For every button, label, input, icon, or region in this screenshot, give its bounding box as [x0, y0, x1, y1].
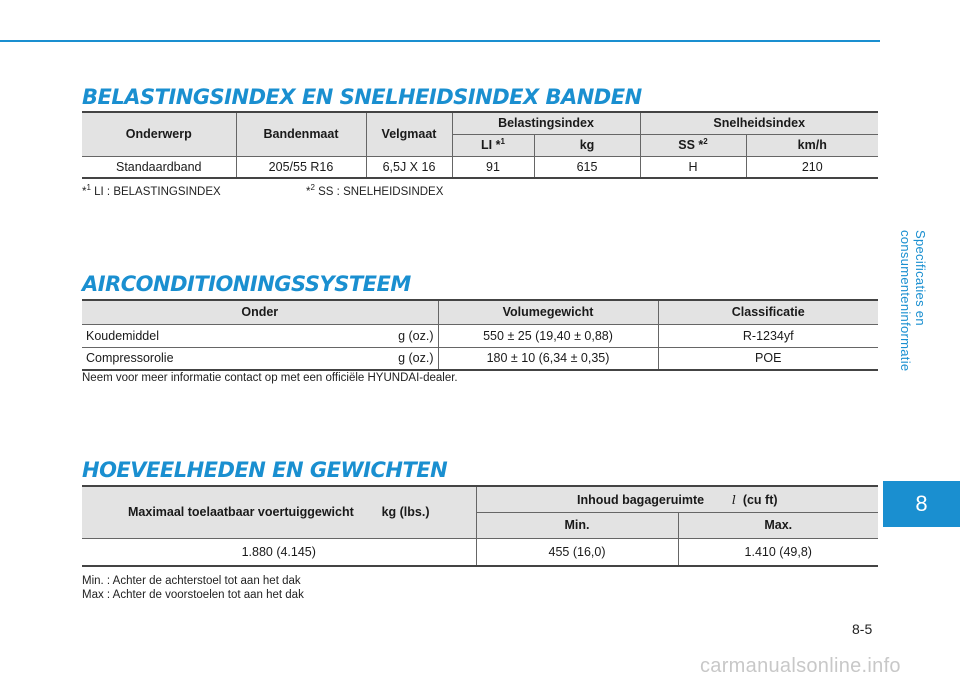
header-rim-size: Velgmaat — [366, 112, 452, 156]
cell-item: Koudemiddel g (oz.) — [82, 324, 438, 347]
cell-kmh: 210 — [746, 156, 878, 178]
table-row — [82, 324, 878, 347]
weights-section-title: HOEVEELHEDEN EN GEWICHTEN — [82, 458, 448, 482]
cell-max-weight: 1.880 (4.145) — [82, 538, 476, 566]
chapter-side-label: Specificaties en consumenteninformatie — [898, 230, 928, 372]
chapter-number-tab[interactable]: 8 — [883, 481, 960, 527]
header-kg: kg — [534, 134, 640, 156]
cell-tire-size: 205/55 R16 — [236, 156, 366, 178]
header-max: Max. — [678, 512, 878, 538]
cell-ss: H — [640, 156, 746, 178]
cell-classification: POE — [658, 347, 878, 370]
table-row — [82, 156, 878, 178]
table-row — [82, 347, 878, 370]
header-max-weight: Maximaal toelaatbaar voertuiggewicht kg (lbs.) — [82, 486, 476, 538]
table-header-row — [82, 486, 878, 512]
aircon-note: Neem voor meer informatie contact op met een officiële HYUNDAI-dealer. — [82, 372, 458, 384]
tires-section-title: BELASTINGSINDEX EN SNELHEIDSINDEX BANDEN — [82, 85, 642, 109]
table-row — [82, 538, 878, 566]
cell-subject: Standaardband — [82, 156, 236, 178]
header-classification: Classificatie — [658, 300, 878, 324]
header-load-index: Belastingsindex — [452, 112, 640, 134]
weights-table — [82, 485, 878, 567]
tire-index-table — [82, 111, 878, 179]
weights-note-max: Max : Achter de voorstoelen tot aan het dak — [82, 589, 304, 601]
header-rule — [0, 40, 880, 42]
header-ss: SS *$^2$ — [640, 134, 746, 156]
cell-max: 1.410 (49,8) — [678, 538, 878, 566]
header-min: Min. — [476, 512, 678, 538]
aircon-section-title: AIRCONDITIONINGSSYSTEEM — [82, 272, 411, 296]
cell-volume: 180 ± 10 (6,34 ± 0,35) — [438, 347, 658, 370]
weights-note-min: Min. : Achter de achterstoel tot aan het dak — [82, 575, 301, 587]
cell-li: 91 — [452, 156, 534, 178]
table-header-row — [82, 300, 878, 324]
table-header-row — [82, 112, 878, 134]
cell-volume: 550 ± 25 (19,40 ± 0,88) — [438, 324, 658, 347]
header-tire-size: Bandenmaat — [236, 112, 366, 156]
header-li: LI *$^1$ — [452, 134, 534, 156]
header-subject: Onderwerp — [82, 112, 236, 156]
header-kmh: km/h — [746, 134, 878, 156]
header-speed-index: Snelheidsindex — [640, 112, 878, 134]
aircon-table — [82, 299, 878, 371]
cell-min: 455 (16,0) — [476, 538, 678, 566]
cell-rim-size: 6,5J X 16 — [366, 156, 452, 178]
watermark-text: carmanualsonline.info — [700, 655, 901, 677]
cell-kg: 615 — [534, 156, 640, 178]
header-volume: Volumegewicht — [438, 300, 658, 324]
cell-classification: R-1234yf — [658, 324, 878, 347]
header-item: Onder — [82, 300, 438, 324]
footnote-li: *$^1$ LI : BELASTINGSINDEX — [82, 183, 221, 198]
page-number: 8-5 — [852, 621, 873, 637]
cell-item: Compressorolie g (oz.) — [82, 347, 438, 370]
header-luggage: Inhoud bagageruimte l (cu ft) — [476, 486, 878, 512]
footnote-ss: *$^2$ SS : SNELHEIDSINDEX — [306, 183, 444, 198]
